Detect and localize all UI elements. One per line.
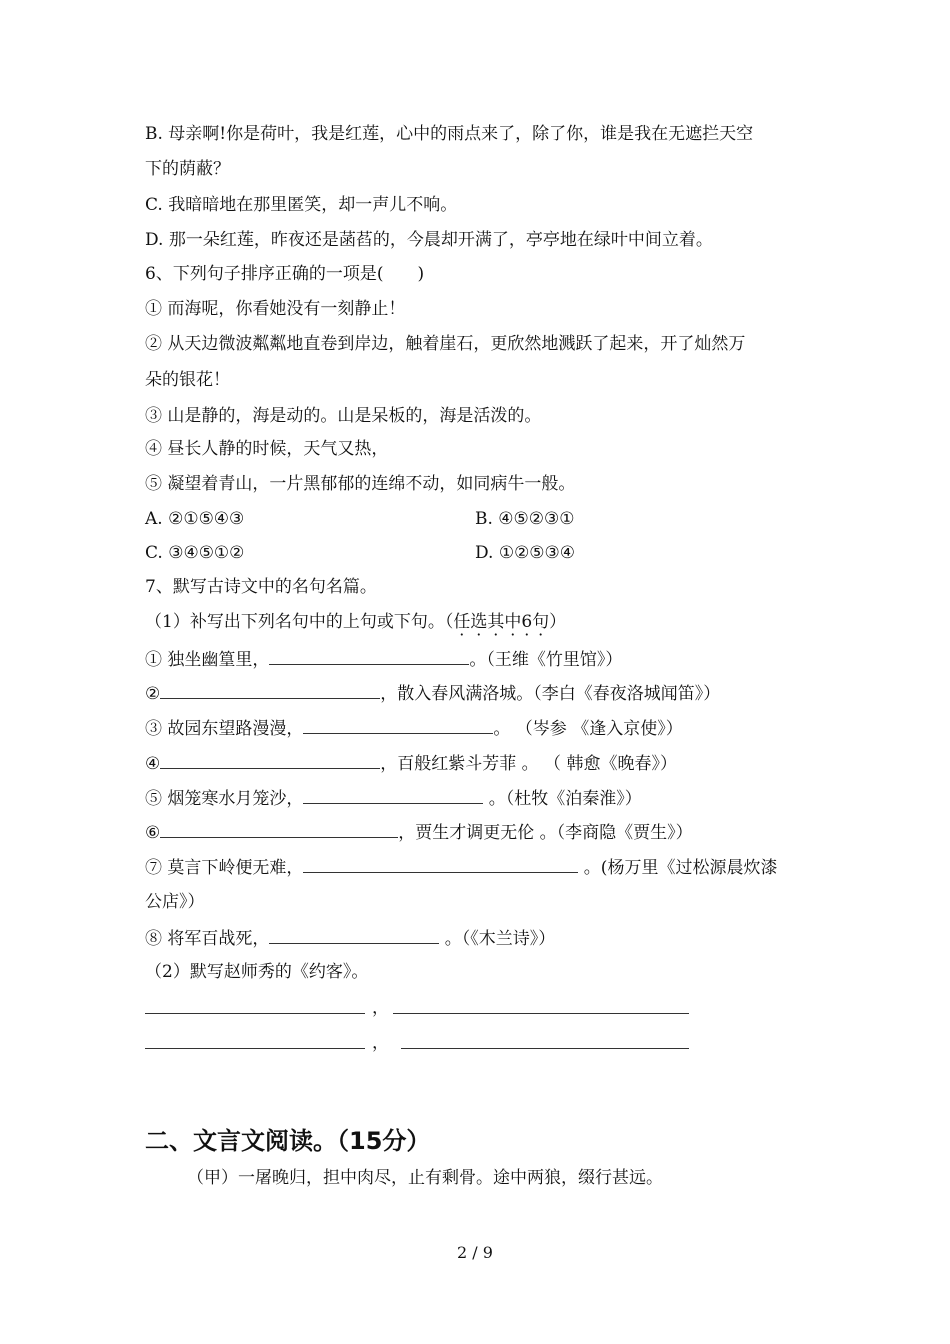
emphasis-char: 选 (470, 612, 488, 632)
answer-blank[interactable] (303, 717, 493, 734)
answer-blank[interactable] (160, 821, 398, 838)
q7-sub1-prefix: （1）补写出下列名句中的上句或下句。（ (145, 612, 454, 632)
answer-line[interactable] (401, 1048, 689, 1049)
q5-option-c: C. 我暗暗地在那里匿笑，却一声儿不响。 (145, 195, 458, 215)
q7-item-8-source: 。（《木兰诗》） (439, 929, 556, 949)
q5-option-d: D. 那一朵红莲，昨夜还是菡萏的，今晨却开满了，亭亭地在绿叶中间立着。 (145, 230, 713, 250)
q6-options-row-1 (145, 508, 575, 530)
emphasis-char: 句 (532, 612, 550, 632)
q6-sentence-5: ⑤ 凝望着青山，一片黑郁郁的连绵不动，如同病牛一般。 (145, 474, 576, 494)
section-heading: 二、文言文阅读。（15分） (145, 1127, 431, 1155)
emphasis-char: 任 (453, 612, 471, 632)
q7-item-1-source: 。（王维《竹里馆》） (469, 650, 623, 670)
q7-item-1-text: ① 独坐幽篁里， (145, 650, 270, 670)
q7-item-3-source: 。 （岑参 《逢入京使》） (493, 719, 683, 739)
q5-option-b-line1: B. 母亲啊!你是荷叶，我是红莲，心中的雨点来了，除了你，谁是我在无遮拦天空 (145, 124, 754, 144)
answer-blank[interactable] (269, 927, 439, 944)
answer-blank[interactable] (160, 752, 380, 769)
q7-item-8 (145, 927, 555, 950)
q6-options-row-2 (145, 542, 576, 564)
q7-item-4-text: ④ (145, 754, 161, 774)
emphasis-char: 其 (487, 612, 505, 632)
q7-item-2 (145, 682, 720, 705)
answer-line[interactable] (145, 1048, 365, 1049)
q7-item-4-source: ，百般红紫斗芳菲 。 （ 韩愈《晚春》） (380, 754, 677, 774)
q7-item-8-text: ⑧ 将军百战死， (145, 929, 270, 949)
q6-option-b: B. ④⑤②③① (475, 509, 575, 529)
emphasis-char: 6 · (521, 612, 532, 632)
q5-option-b-line2: 下的荫蔽？ (145, 159, 230, 179)
q7-title: 7、默写古诗文中的名句名篇。 (145, 577, 377, 597)
q7-item-7 (145, 856, 777, 879)
q7-item-4 (145, 752, 677, 775)
q6-sentence-2-line2: 朵的银花！ (145, 370, 230, 390)
comma-mark: ， (372, 998, 389, 1018)
answer-line[interactable] (145, 1013, 365, 1014)
q7-item-6-source: ，贾生才调更无伦 。（李商隐《贾生》） (398, 823, 693, 843)
q7-item-7-cont: 公店》） (145, 892, 205, 912)
answer-line[interactable] (393, 1013, 689, 1014)
q6-sentence-1: ① 而海呢，你看她没有一刻静止！ (145, 299, 406, 319)
q7-item-6-text: ⑥ (145, 823, 161, 843)
q7-item-5-source: 。（杜牧《泊秦淮》） (483, 789, 642, 809)
q6-option-c: C. ③④⑤①② (145, 543, 245, 563)
q7-item-2-source: ，散入春风满洛城。（李白《春夜洛城闻笛》） (380, 684, 721, 704)
q6-title: 6、下列句子排序正确的一项是( ) (145, 264, 425, 284)
q7-sub1 (145, 611, 566, 633)
emphasis-char: 中 (504, 612, 522, 632)
page-number: 2 / 9 (457, 1243, 493, 1262)
q7-item-3 (145, 717, 683, 740)
q6-sentence-4: ④ 昼长人静的时候，天气又热， (145, 439, 389, 459)
q7-item-2-text: ② (145, 684, 161, 704)
comma-mark: ， (372, 1033, 389, 1053)
answer-blank[interactable] (269, 648, 469, 665)
q7-sub1-suffix: ） (549, 612, 567, 632)
answer-blank[interactable] (303, 856, 578, 873)
classical-text-paragraph: （甲）一屠晚归，担中肉尽，止有剩骨。途中两狼，缀行甚远。 (187, 1168, 663, 1188)
q6-option-a: A. ②①⑤④③ (145, 509, 245, 529)
q7-item-6 (145, 821, 693, 844)
answer-blank[interactable] (160, 682, 380, 699)
q7-item-5-text: ⑤ 烟笼寒水月笼沙， (145, 789, 304, 809)
q6-option-d: D. ①②⑤③④ (475, 543, 576, 563)
q6-sentence-3: ③ 山是静的，海是动的。山是呆板的，海是活泼的。 (145, 406, 542, 426)
q7-item-7-source: 。(杨万里《过松源晨炊漆 (578, 858, 778, 878)
q7-item-7-text: ⑦ 莫言下岭便无难， (145, 858, 304, 878)
q7-sub2: （2）默写赵师秀的《约客》。 (145, 962, 369, 982)
q7-item-3-text: ③ 故园东望路漫漫， (145, 719, 304, 739)
q6-sentence-2-line1: ② 从天边微波粼粼地直卷到岸边，触着崖石，更欣然地溅跃了起来，开了灿然万 (145, 334, 746, 354)
q7-item-5 (145, 787, 642, 810)
answer-blank[interactable] (303, 787, 483, 804)
q7-item-1 (145, 648, 622, 671)
